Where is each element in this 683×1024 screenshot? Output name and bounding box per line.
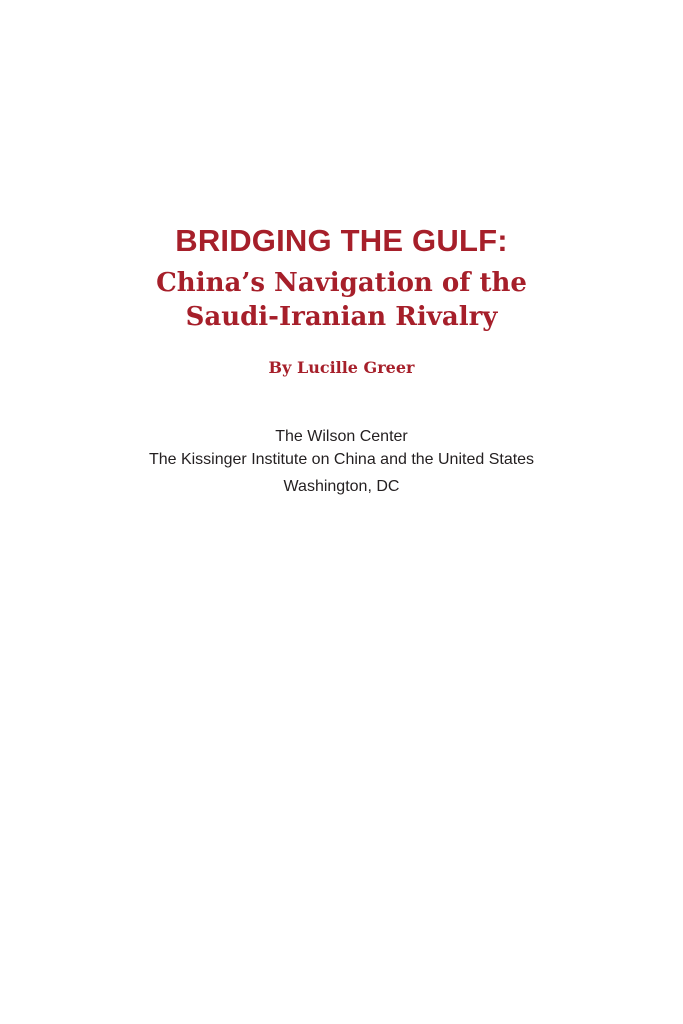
subtitle-line-1: China’s Navigation of the	[156, 268, 527, 298]
institute-name: The Kissinger Institute on China and the United States	[148, 451, 535, 468]
publisher-block	[0, 425, 683, 498]
publisher-name: The Wilson Center	[275, 428, 408, 445]
report-title: BRIDGING THE GULF:	[175, 223, 508, 258]
subtitle-line-2: Saudi-Iranian Rivalry	[185, 302, 498, 332]
publisher-location: Washington, DC	[283, 478, 400, 495]
report-subtitle	[0, 266, 683, 334]
author-byline: By Lucille Greer	[268, 358, 415, 377]
